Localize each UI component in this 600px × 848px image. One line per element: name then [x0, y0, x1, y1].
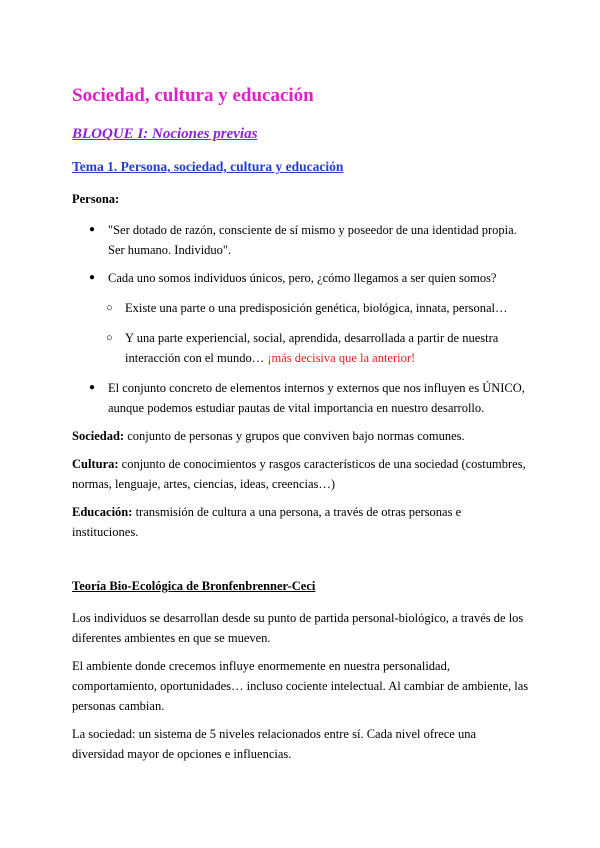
bullet-text: El conjunto concreto de elementos internos y externos que nos influyen es ÚNICO, aunque podemos estudiar pautas de vital importancia en nuestro desarrollo.: [108, 381, 525, 415]
definition-term: Cultura:: [72, 457, 119, 471]
bullet-circle-icon: ○: [106, 332, 113, 344]
list-item: [106, 328, 530, 368]
definition-term: Educación:: [72, 505, 133, 519]
bullet-dot-icon: ●: [89, 224, 96, 235]
persona-sub-bullet-list: [108, 298, 530, 368]
persona-heading: Persona:: [72, 192, 120, 206]
list-item: [106, 298, 530, 318]
list-item: [89, 220, 530, 260]
sub-bullet-text: Existe una parte o una predisposición genética, biológica, innata, personal…: [125, 301, 508, 315]
bullet-circle-icon: ○: [106, 302, 113, 314]
topic-title: Tema 1. Persona, sociedad, cultura y educación: [72, 159, 344, 174]
bullet-text: "Ser dotado de razón, consciente de sí mismo y poseedor de una identidad propia. Ser humano. Individuo".: [108, 223, 517, 257]
bullet-dot-icon: ●: [89, 272, 96, 283]
theory-paragraph: La sociedad: un sistema de 5 niveles relacionados entre sí. Cada nivel ofrece una diversidad mayor de opciones e influencias.: [72, 727, 477, 761]
bullet-dot-icon: ●: [89, 382, 96, 393]
highlight-text: ¡más decisiva que la anterior!: [267, 351, 416, 365]
theory-paragraph: El ambiente donde crecemos influye enormemente en nuestra personalidad, comportamiento, oportunidades… incluso cociente intelectual. Al cambiar de ambiente, las personas cambian.: [72, 659, 529, 713]
theory-heading: Teoría Bio-Ecológica de Bronfenbrenner-Ceci: [72, 579, 316, 593]
block-title: BLOQUE I: Nociones previas: [72, 126, 258, 142]
bullet-text: Cada uno somos individuos únicos, pero, ¿cómo llegamos a ser quien somos?: [108, 271, 497, 285]
definition-educacion: [72, 502, 530, 542]
sub-bullet-text: Y una parte experiencial, social, aprendida, desarrollada a partir de nuestra interacción con el mundo…: [125, 331, 499, 365]
definition-cultura: [72, 454, 530, 494]
theory-paragraph: Los individuos se desarrollan desde su punto de partida personal-biológico, a través de los diferentes ambientes en que se mueven.: [72, 611, 524, 645]
definition-term: Sociedad:: [72, 429, 125, 443]
definition-text: conjunto de personas y grupos que conviven bajo normas comunes.: [127, 429, 465, 443]
document-title: Sociedad, cultura y educación: [72, 85, 314, 106]
definition-text: transmisión de cultura a una persona, a través de otras personas e instituciones.: [72, 505, 462, 539]
list-item: [89, 378, 530, 418]
definition-text: conjunto de conocimientos y rasgos característicos de una sociedad (costumbres, normas, lenguaje, artes, ciencias, ideas, creencias…): [72, 457, 526, 491]
persona-bullet-list: [72, 220, 530, 418]
definition-sociedad: [72, 426, 530, 446]
list-item: [89, 268, 530, 368]
